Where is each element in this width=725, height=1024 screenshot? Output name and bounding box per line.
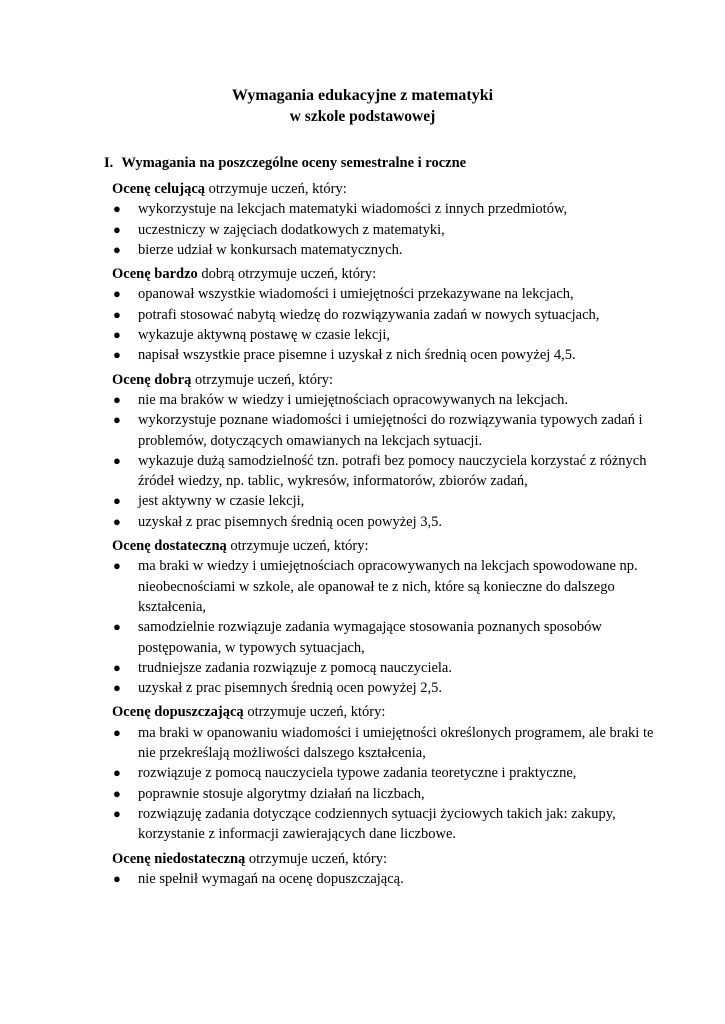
list-item-text: rozwiązuje z pomocą nauczyciela typowe zadania teoretyczne i praktyczne, <box>138 765 577 782</box>
requirement-list <box>104 390 664 532</box>
list-item <box>104 284 664 304</box>
list-item-text: potrafi stosować nabytą wiedzę do rozwiązywania zadań w nowych sytuacjach, <box>138 306 600 323</box>
list-item <box>104 617 664 658</box>
list-item-text: wykorzystuje poznane wiadomości i umiejętności do rozwiązywania typowych zadań i problemów, dotyczących omawianych na lekcjach sytuacji. <box>138 412 643 449</box>
requirement-list <box>104 284 664 365</box>
grade-group-title <box>104 536 664 556</box>
list-item <box>104 556 664 617</box>
grade-group-title <box>104 179 664 199</box>
list-item <box>104 390 664 410</box>
list-item <box>104 199 664 219</box>
grade-group-title <box>104 370 664 390</box>
list-item-text: uczestniczy w zajęciach dodatkowych z matematyki, <box>138 221 445 238</box>
grade-description: otrzymuje uczeń, który: <box>205 181 347 197</box>
bullet-icon: ● <box>113 680 121 696</box>
bullet-icon: ● <box>113 286 121 302</box>
list-item-text: nie ma braków w wiedzy i umiejętnościach opracowywanych na lekcjach. <box>138 391 569 408</box>
grade-name: Ocenę bardzo <box>112 266 198 283</box>
list-item-text: jest aktywny w czasie lekcji, <box>138 493 305 510</box>
list-item-text: uzyskał z prac pisemnych średnią ocen powyżej 2,5. <box>138 680 442 697</box>
bullet-icon: ● <box>113 412 121 428</box>
grade-description: otrzymuje uczeń, który: <box>243 704 386 721</box>
bullet-icon: ● <box>113 347 121 363</box>
list-item-text: wykazuje dużą samodzielność tzn. potrafi bez pomocy nauczyciela korzystać z różnych źródeł wiedzy, np. tablic, wykresów, informatorów, zbiorów zadań, <box>138 452 647 490</box>
bullet-icon: ● <box>113 659 121 675</box>
list-item <box>104 658 664 678</box>
list-item <box>104 869 664 889</box>
bullet-icon: ● <box>113 785 121 801</box>
bullet-icon: ● <box>113 327 121 343</box>
document-subtitle: w szkole podstawowej <box>289 108 436 125</box>
grade-name: Ocenę dobrą <box>112 371 192 388</box>
list-item-text: ma braki w opanowaniu wiadomości i umiejętności określonych programem, ale braki te nie przekreślają możliwości dalszego kształcenia, <box>138 724 654 762</box>
grade-description: otrzymuje uczeń, który: <box>226 538 369 555</box>
bullet-icon: ● <box>113 391 121 407</box>
grade-name: Ocenę dopuszczającą <box>112 704 244 721</box>
list-item-text: ma braki w wiedzy i umiejętnościach opracowywanych na lekcjach spowodowane np. nieobecnościami w szkole, ale opanował te z nich, które są konieczne do dalszego kształcenia, <box>138 558 638 615</box>
list-item <box>104 804 664 845</box>
bullet-icon: ● <box>113 493 121 509</box>
grade-group-title <box>104 264 664 284</box>
section-heading-text: Wymagania na poszczególne oceny semestralne i roczne <box>121 155 467 171</box>
list-item <box>104 410 664 451</box>
list-item-text: uzyskał z prac pisemnych średnią ocen powyżej 3,5. <box>138 513 442 530</box>
list-item-text: wykorzystuje na lekcjach matematyki wiadomości z innych przedmiotów, <box>138 201 568 218</box>
list-item <box>104 723 664 764</box>
bullet-icon: ● <box>113 452 121 468</box>
bullet-icon: ● <box>113 558 121 574</box>
list-item <box>104 325 664 345</box>
requirement-list <box>104 723 664 845</box>
bullet-icon: ● <box>113 306 121 322</box>
bullet-icon: ● <box>113 724 121 740</box>
grade-description: otrzymuje uczeń, który: <box>191 371 334 388</box>
bullet-icon: ● <box>113 870 121 886</box>
list-item-text: rozwiązuję zadania dotyczące codziennych sytuacji życiowych takich jak: zakupy, korzystanie z informacji zawierających dane liczbowe. <box>138 805 616 843</box>
list-item <box>104 451 664 492</box>
list-item-text: nie spełnił wymagań na ocenę dopuszczającą. <box>138 870 404 887</box>
list-item <box>104 305 664 325</box>
section-number: I. <box>104 155 114 171</box>
list-item <box>104 345 664 365</box>
list-item-text: napisał wszystkie prace pisemne i uzyskał z nich średnią ocen powyżej 4,5. <box>138 347 576 364</box>
grade-group-title <box>104 849 664 869</box>
list-item-text: samodzielnie rozwiązuje zadania wymagające stosowania poznanych sposobów postępowania, w typowych sytuacjach, <box>138 619 602 656</box>
bullet-icon: ● <box>113 221 121 237</box>
bullet-icon: ● <box>113 201 121 217</box>
bullet-icon: ● <box>113 765 121 781</box>
document-title: Wymagania edukacyjne z matematyki <box>231 87 494 104</box>
list-item <box>104 240 664 260</box>
bullet-icon: ● <box>113 619 121 635</box>
requirement-list <box>104 556 664 698</box>
list-item-text: bierze udział w konkursach matematycznych. <box>138 241 403 258</box>
requirement-list <box>104 869 664 889</box>
list-item <box>104 512 664 532</box>
list-item-text: poprawnie stosuje algorytmy działań na liczbach, <box>138 785 425 802</box>
list-item <box>104 220 664 240</box>
grade-description: dobrą otrzymuje uczeń, który: <box>197 266 377 283</box>
list-item <box>104 678 664 698</box>
requirement-list <box>104 199 664 260</box>
list-item-text: trudniejsze zadania rozwiązuje z pomocą nauczyciela. <box>138 659 452 676</box>
list-item-text: wykazuje aktywną postawę w czasie lekcji, <box>138 327 391 344</box>
grade-name: Ocenę niedostateczną <box>112 850 246 867</box>
list-item <box>104 763 664 783</box>
grade-name: Ocenę dostateczną <box>112 538 227 555</box>
list-item-text: opanował wszystkie wiadomości i umiejętności przekazywane na lekcjach, <box>138 286 574 303</box>
bullet-icon: ● <box>113 805 121 821</box>
bullet-icon: ● <box>113 241 121 257</box>
grade-requirements-list <box>104 179 664 889</box>
grade-group-title <box>104 702 664 722</box>
bullet-icon: ● <box>113 513 121 529</box>
grade-description: otrzymuje uczeń, który: <box>245 850 388 867</box>
grade-name: Ocenę celującą <box>112 181 206 197</box>
list-item <box>104 784 664 804</box>
list-item <box>104 491 664 511</box>
section-heading <box>104 154 466 172</box>
